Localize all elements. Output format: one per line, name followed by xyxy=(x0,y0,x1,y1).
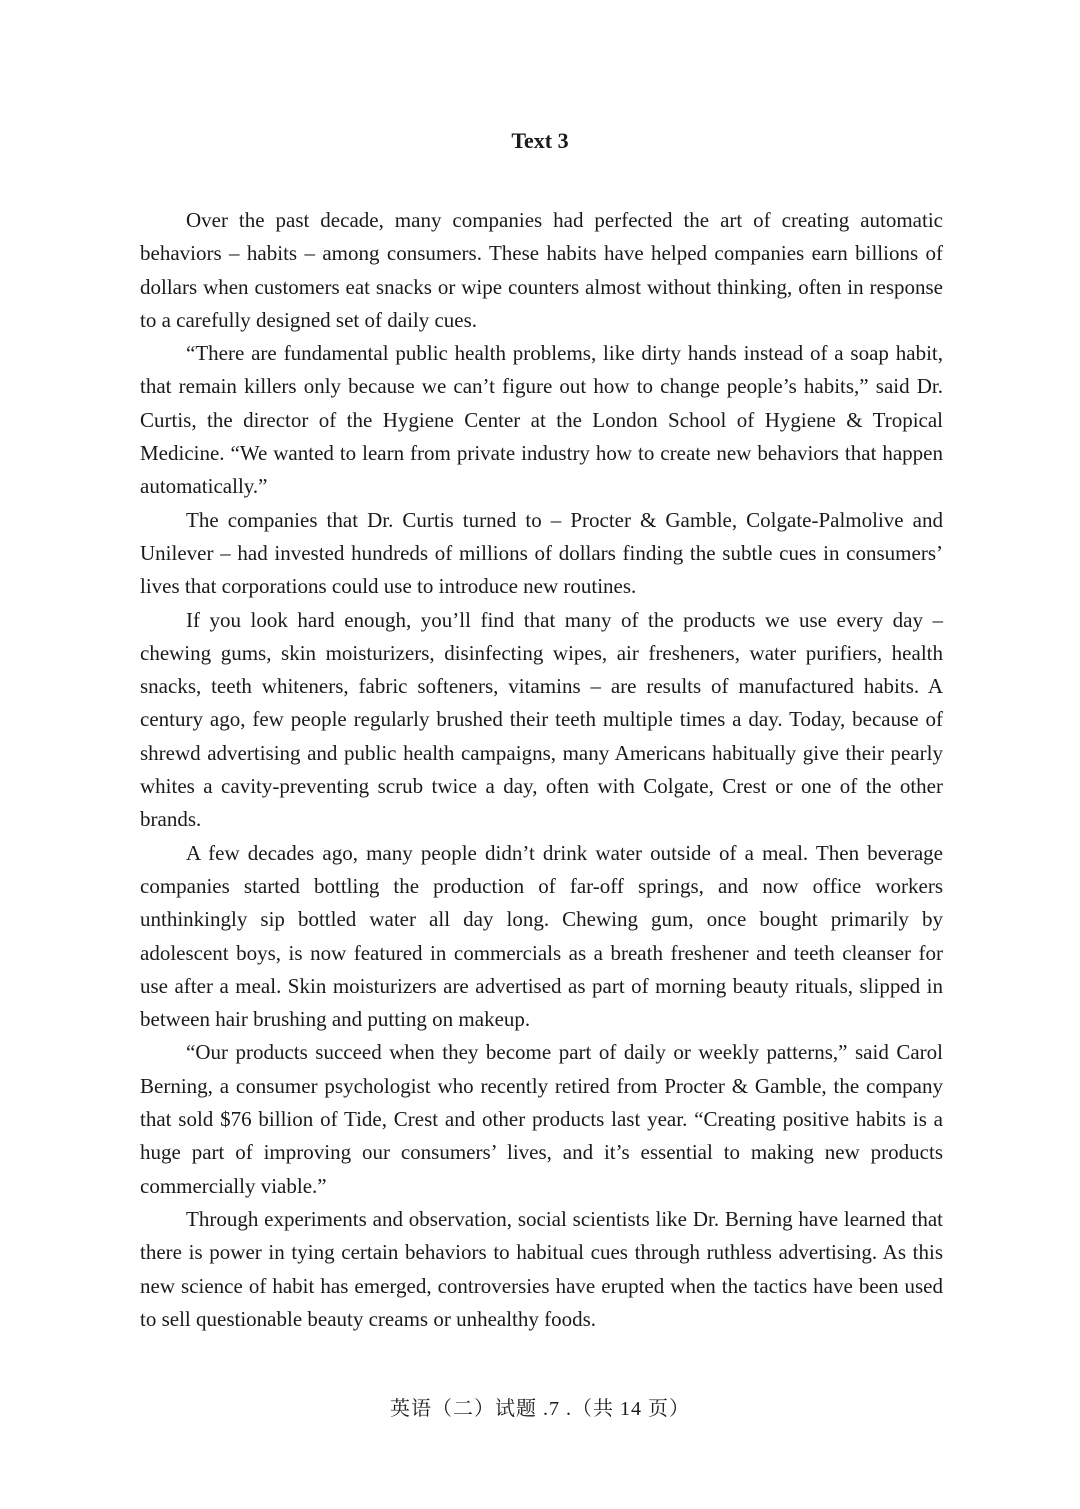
paragraph-6: “Our products succeed when they become part of daily or weekly patterns,” said Carol Berning, a consumer psychologist who recently retired from Procter & Gamble, the company that sold $76 billion of Tide, Crest and other products last year. “Creating positive habits is a huge part of improving our consumers’ lives, and it’s essential to making new products commercially viable.” xyxy=(140,1040,943,1198)
paragraph-7: Through experiments and observation, social scientists like Dr. Berning have learned that there is power in tying certain behaviors to habitual cues through ruthless advertising. As this new science of habit has emerged, controversies have erupted when the tactics have been used to sell questionable beauty creams or unhealthy foods. xyxy=(140,1206,943,1331)
section-title: Text 3 xyxy=(511,128,569,153)
paragraph-2: “There are fundamental public health problems, like dirty hands instead of a soap habit, that remain killers only because we can’t figure out how to change people’s habits,” said Dr. Curtis, the director of the Hygiene Center at the London School of Hygiene & Tropical Medicine. “We wanted to learn from private industry how to create new behaviors that happen automatically.” xyxy=(140,341,943,499)
page-footer: 英语（二）试题 .7 .（共 14 页） xyxy=(390,1398,690,1420)
paragraph-4: If you look hard enough, you’ll find that many of the products we use every day – chewing gums, skin moisturizers, disinfecting wipes, air fresheners, water purifiers, health snacks, teeth whiteners, fabric softeners, vitamins – are results of manufactured habits. A century ago, few people regularly brushed their teeth multiple times a day. Today, because of shrewd advertising and public health campaigns, many Americans habitually give their pearly whites a cavity-preventing scrub twice a day, often with Colgate, Crest or one of the other brands. xyxy=(140,607,943,832)
paragraph-3: The companies that Dr. Curtis turned to – Procter & Gamble, Colgate-Palmolive and Unilever – had invested hundreds of millions of dollars finding the subtle cues in consumers’ lives that corporations could use to introduce new routines. xyxy=(140,507,943,599)
paragraph-1: Over the past decade, many companies had perfected the art of creating automatic behaviors – habits – among consumers. These habits have helped companies earn billions of dollars when customers eat snacks or wipe counters almost without thinking, often in response to a carefully designed set of daily cues. xyxy=(140,208,943,332)
passage-body xyxy=(140,204,943,1336)
paragraph-5: A few decades ago, many people didn’t drink water outside of a meal. Then beverage companies started bottling the production of far-off springs, and now office workers unthinkingly sip bottled water all day long. Chewing gum, once bought primarily by adolescent boys, is now featured in commercials as a breath freshener and teeth cleanser for use after a meal. Skin moisturizers are advertised as part of morning beauty rituals, slipped in between hair brushing and putting on makeup. xyxy=(140,840,943,1032)
